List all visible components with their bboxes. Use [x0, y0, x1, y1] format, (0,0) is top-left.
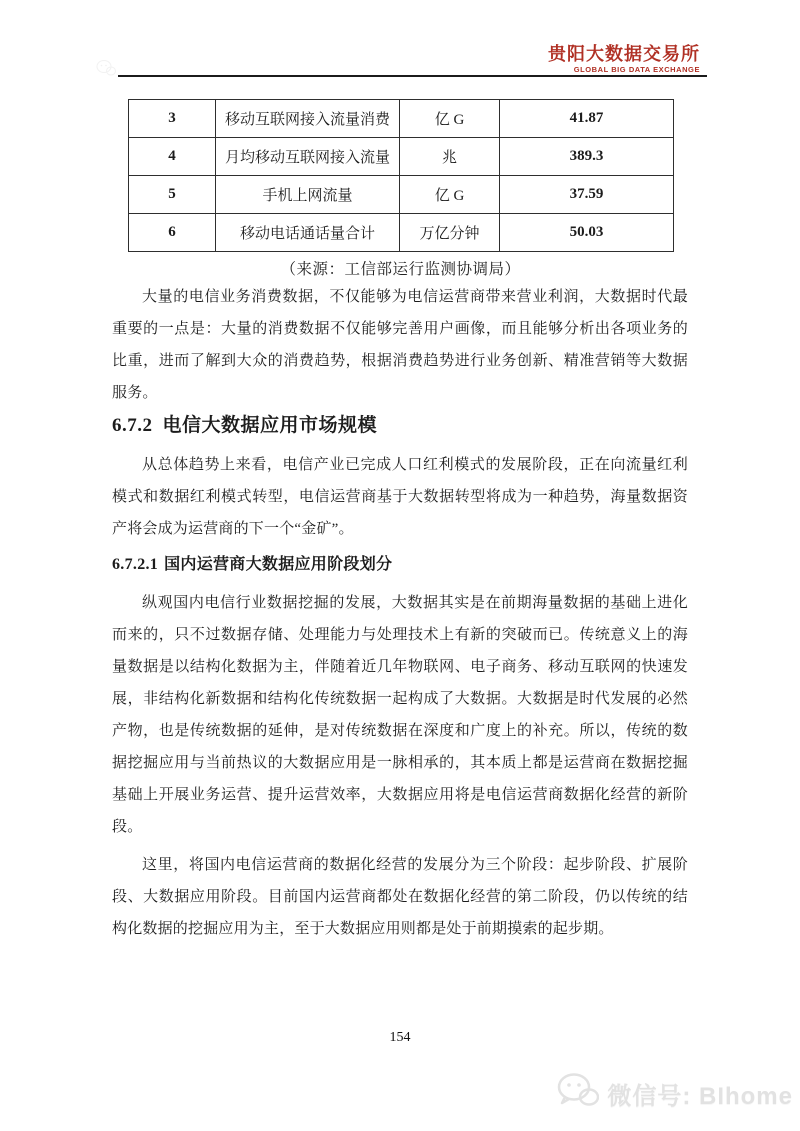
- cell-value: 389.3: [500, 138, 674, 176]
- cell-unit: 亿 G: [400, 176, 500, 214]
- cell-index: 5: [129, 176, 216, 214]
- cell-unit: 兆: [400, 138, 500, 176]
- header-divider: [118, 75, 707, 77]
- section-number: 6.7.2.1: [112, 556, 159, 573]
- paragraph: 大量的电信业务消费数据，不仅能够为电信运营商带来营业利润，大数据时代最重要的一点是：大量的消费数据不仅能够完善用户画像，而且能够分析出各项业务的比重，进而了解到大众的消费趋势，根据消费趋势进行业务创新、精准营销等大数据服务。: [112, 289, 688, 401]
- page-number: 154: [389, 1030, 411, 1045]
- cell-indicator: 月均移动互联网接入流量: [216, 138, 400, 176]
- wechat-icon-ghost: [96, 59, 116, 82]
- cell-unit: 亿 G: [400, 100, 500, 138]
- cell-indicator: 手机上网流量: [216, 176, 400, 214]
- telecom-data-table: [128, 99, 674, 252]
- section-heading-6721: [112, 553, 688, 577]
- cell-index: 6: [129, 214, 216, 252]
- table-row: [129, 138, 674, 176]
- table-row: [129, 214, 674, 252]
- paragraph: 纵观国内电信行业数据挖掘的发展，大数据其实是在前期海量数据的基础上进化而来的，只不过数据存储、处理能力与处理技术上有新的突破而已。传统意义上的海量数据是以结构化数据为主，伴随着近几年物联网、电子商务、移动互联网的快速发展，非结构化新数据和结构化传统数据一起构成了大数据。大数据是时代发展的必然产物，也是传统数据的延伸，是对传统数据在深度和广度上的补充。所以，传统的数据挖掘应用与当前热议的大数据应用是一脉相承的，其本质上都是运营商在数据挖掘基础上开展业务运营、提升运营效率，大数据应用将是电信运营商数据化经营的新阶段。: [112, 595, 688, 835]
- cell-value: 50.03: [500, 214, 674, 252]
- section-title: 电信大数据应用市场规模: [162, 415, 378, 436]
- table-row: [129, 100, 674, 138]
- cell-index: 3: [129, 100, 216, 138]
- section-number: 6.7.2: [112, 415, 153, 436]
- cell-unit: 万亿分钟: [400, 214, 500, 252]
- brand-name-en: GLOBAL BIG DATA EXCHANGE: [573, 64, 700, 74]
- document-body: [112, 281, 688, 945]
- paragraph: 从总体趋势上来看，电信产业已完成人口红利模式的发展阶段，正在向流量红利模式和数据红利模式转型，电信运营商基于大数据转型将成为一种趋势，海量数据资产将会成为运营商的下一个“金矿”。: [112, 457, 688, 537]
- table-row: [129, 176, 674, 214]
- wechat-watermark: [557, 1072, 793, 1115]
- section-heading-672: [112, 413, 688, 439]
- cell-value: 37.59: [500, 176, 674, 214]
- paragraph: 这里，将国内电信运营商的数据化经营的发展分为三个阶段：起步阶段、扩展阶段、大数据应用阶段。目前国内运营商都处在数据化经营的第二阶段，仍以传统的结构化数据的挖掘应用为主，至于大数据应用则都是处于前期摸索的起步期。: [112, 857, 688, 937]
- brand-name-cn: 贵阳大数据交易所: [548, 44, 700, 64]
- cell-value: 41.87: [500, 100, 674, 138]
- header-brand: [548, 45, 700, 74]
- wechat-icon: [557, 1072, 599, 1115]
- cell-index: 4: [129, 138, 216, 176]
- watermark-text: 微信号: BIhome: [607, 1083, 793, 1110]
- telecom-data-table-section: [128, 99, 673, 279]
- cell-indicator: 移动互联网接入流量消费: [216, 100, 400, 138]
- table-source-caption: （来源：工信部运行监测协调局）: [280, 261, 521, 278]
- section-title: 国内运营商大数据应用阶段划分: [164, 556, 393, 573]
- cell-indicator: 移动电话通话量合计: [216, 214, 400, 252]
